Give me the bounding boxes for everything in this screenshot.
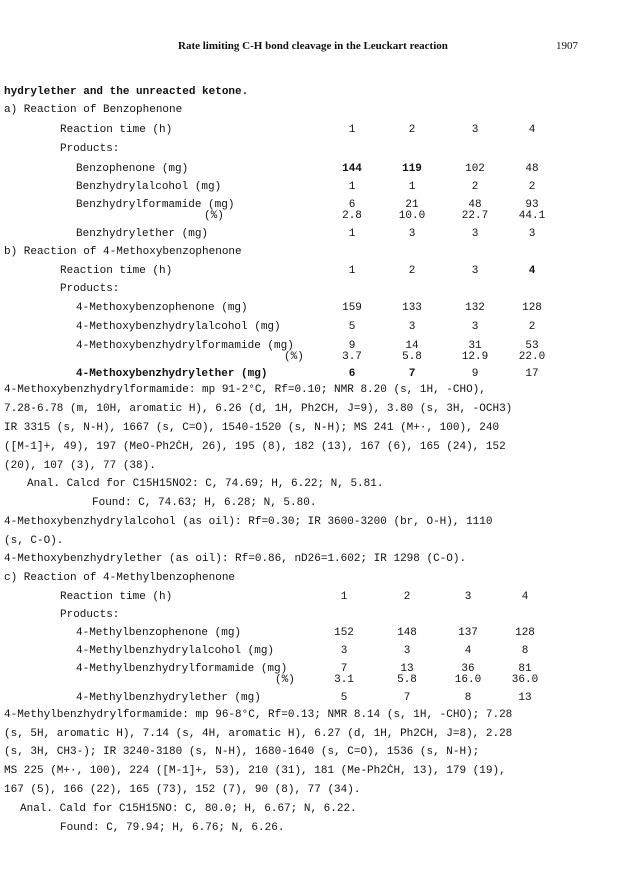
page-number: 1907: [556, 40, 578, 52]
section-a-cell: 1: [408, 181, 416, 193]
section-b-time: 2: [408, 265, 416, 277]
section-c-time: 2: [403, 591, 411, 603]
section-c-row-label: (%): [275, 674, 295, 686]
section-b-cell: 3: [408, 321, 416, 333]
section-b-cell: 133: [402, 302, 422, 314]
section-a-cell: 48: [468, 199, 482, 211]
section-c-row-label: 4-Methylbenzhydrylether (mg): [76, 692, 261, 704]
section-b-cell: 5: [348, 321, 356, 333]
section-b-cell: 6: [348, 368, 356, 380]
section-b-cell: 17: [525, 368, 539, 380]
section-c-cell: 13: [518, 692, 532, 704]
section-c-cell: 36.0: [511, 674, 539, 686]
section-a-heading: a) Reaction of Benzophenone: [4, 104, 183, 116]
running-title: Rate limiting C-H bond cleavage in the Leuckart reaction: [178, 40, 448, 52]
section-a-cell: 119: [402, 163, 422, 175]
section-a-time: 4: [528, 124, 536, 136]
section-a-cell: 1: [348, 228, 356, 240]
compound-data-line: ([M-1]+, 49), 197 (MeO-Ph2ĊH, 26), 195 (8), 182 (13), 167 (6), 165 (24), 152: [4, 441, 506, 453]
section-c-cell: 36: [461, 663, 475, 675]
compound-data-line: (20), 107 (3), 77 (38).: [4, 460, 156, 472]
section-a-row-label: (%): [204, 210, 224, 222]
section-b-time: 3: [471, 265, 479, 277]
section-c-time: 4: [521, 591, 529, 603]
section-c-cell: 81: [518, 663, 532, 675]
section-b-cell: 128: [522, 302, 542, 314]
section-b-cell: 22.0: [518, 351, 546, 363]
section-a-cell: 44.1: [518, 210, 546, 222]
section-b-heading: b) Reaction of 4-Methoxybenzophenone: [4, 246, 242, 258]
section-c-cell: 5: [340, 692, 348, 704]
section-c-heading: c) Reaction of 4-Methylbenzophenone: [4, 572, 236, 584]
compound-data-line: 4-Methoxybenzhydrylformamide: mp 91-2°C, Rf=0.10; NMR 8.20 (s, 1H, -CHO),: [4, 384, 486, 396]
section-b-cell: 5.8: [402, 351, 422, 363]
section-c-cell: 8: [521, 645, 529, 657]
section-a-products-label: Products:: [60, 143, 120, 155]
section-b-cell: 53: [525, 340, 539, 352]
section-c-cell: 137: [458, 627, 478, 639]
section-c-time: 3: [464, 591, 472, 603]
section-c-cell: 3.1: [334, 674, 354, 686]
section-a-cell: 22.7: [461, 210, 489, 222]
section-c-cell: 148: [397, 627, 417, 639]
section-c-cell: 128: [515, 627, 535, 639]
section-b-products-label: Products:: [60, 283, 120, 295]
section-c-cell: 16.0: [454, 674, 482, 686]
section-a-cell: 144: [342, 163, 362, 175]
section-b-cell: 9: [348, 340, 356, 352]
compound-data-line: 4-Methoxybenzhydrylalcohol (as oil): Rf=0.30; IR 3600-3200 (br, O-H), 1110: [4, 516, 493, 528]
section-b-cell: 12.9: [461, 351, 489, 363]
section-a-row-label: Benzophenone (mg): [76, 163, 189, 175]
section-a-cell: 2: [528, 181, 536, 193]
section-b-cell: 3: [471, 321, 479, 333]
section-a-time-label: Reaction time (h): [60, 124, 173, 136]
anal-calcd-line: Anal. Cald for C15H15NO: C, 80.0; H, 6.67; N, 6.22.: [20, 803, 357, 815]
intro-line: hydrylether and the unreacted ketone.: [4, 86, 249, 98]
section-c-row-label: 4-Methylbenzhydrylalcohol (mg): [76, 645, 275, 657]
section-a-cell: 102: [465, 163, 485, 175]
compound-data-line: (s, 3H, CH3-); IR 3240-3180 (s, N-H), 1680-1640 (s, C=O), 1536 (s, N-H);: [4, 746, 480, 758]
compound-data-line: 4-Methoxybenzhydrylether (as oil): Rf=0.86, nD26=1.602; IR 1298 (C-O).: [4, 553, 467, 565]
section-c-cell: 3: [340, 645, 348, 657]
section-b-row-label: 4-Methoxybenzhydrylether (mg): [76, 368, 268, 380]
section-a-cell: 3: [471, 228, 479, 240]
section-c-cell: 13: [400, 663, 414, 675]
section-b-row-label: 4-Methoxybenzhydrylformamide (mg): [76, 340, 294, 352]
section-b-cell: 7: [408, 368, 416, 380]
section-a-cell: 93: [525, 199, 539, 211]
section-c-cell: 7: [340, 663, 348, 675]
compound-data-line: 4-Methylbenzhydrylformamide: mp 96-8°C, Rf=0.13; NMR 8.14 (s, 1H, -CHO); 7.28: [4, 709, 513, 721]
section-c-cell: 7: [403, 692, 411, 704]
section-b-cell: 14: [405, 340, 419, 352]
section-c-time-label: Reaction time (h): [60, 591, 173, 603]
compound-data-line: (s, 5H, aromatic H), 7.14 (s, 4H, aromatic H), 6.27 (d, 1H, Ph2CH, J=8), 2.28: [4, 728, 513, 740]
anal-calcd-line: Anal. Calcd for C15H15NO2: C, 74.69; H, 6.22; N, 5.81.: [27, 478, 384, 490]
section-a-row-label: Benzhydrylether (mg): [76, 228, 209, 240]
section-a-row-label: Benzhydrylalcohol (mg): [76, 181, 222, 193]
anal-found-line: Found: C, 79.94; H, 6.76; N, 6.26.: [60, 822, 285, 834]
section-c-products-label: Products:: [60, 609, 120, 621]
section-a-time: 2: [408, 124, 416, 136]
compound-data-line: 7.28-6.78 (m, 10H, aromatic H), 6.26 (d, 1H, Ph2CH, J=9), 3.80 (s, 3H, -OCH3): [4, 403, 513, 415]
section-b-cell: 132: [465, 302, 485, 314]
section-b-row-label: 4-Methoxybenzhydrylalcohol (mg): [76, 321, 281, 333]
section-b-time: 4: [528, 265, 536, 277]
section-b-cell: 159: [342, 302, 362, 314]
section-a-time: 1: [348, 124, 356, 136]
section-c-row-label: 4-Methylbenzhydrylformamide (mg): [76, 663, 288, 675]
section-a-cell: 21: [405, 199, 419, 211]
section-b-cell: 31: [468, 340, 482, 352]
section-c-cell: 3: [403, 645, 411, 657]
section-b-time-label: Reaction time (h): [60, 265, 173, 277]
compound-data-line: IR 3315 (s, N-H), 1667 (s, C=O), 1540-1520 (s, N-H); MS 241 (M+·, 100), 240: [4, 422, 500, 434]
compound-data-line: (s, C-O).: [4, 535, 64, 547]
section-b-cell: 2: [528, 321, 536, 333]
section-c-cell: 152: [334, 627, 354, 639]
section-c-row-label: 4-Methylbenzophenone (mg): [76, 627, 242, 639]
section-a-cell: 48: [525, 163, 539, 175]
section-b-time: 1: [348, 265, 356, 277]
compound-data-line: 167 (5), 166 (22), 165 (73), 152 (7), 90 (8), 77 (34).: [4, 784, 361, 796]
section-b-cell: 3.7: [342, 351, 362, 363]
section-c-time: 1: [340, 591, 348, 603]
section-a-time: 3: [471, 124, 479, 136]
section-b-row-label: (%): [284, 351, 304, 363]
section-c-cell: 4: [464, 645, 472, 657]
anal-found-line: Found: C, 74.63; H, 6.28; N, 5.80.: [92, 497, 317, 509]
section-a-cell: 6: [348, 199, 356, 211]
section-a-cell: 2.8: [342, 210, 362, 222]
section-a-cell: 1: [348, 181, 356, 193]
section-a-cell: 3: [528, 228, 536, 240]
section-c-cell: 5.8: [397, 674, 417, 686]
section-b-cell: 9: [471, 368, 479, 380]
section-c-cell: 8: [464, 692, 472, 704]
section-a-cell: 2: [471, 181, 479, 193]
section-a-cell: 10.0: [398, 210, 426, 222]
section-a-row-label: Benzhydrylformamide (mg): [76, 199, 235, 211]
compound-data-line: MS 225 (M+·, 100), 224 ([M-1]+, 53), 210 (31), 181 (Me-Ph2ĊH, 13), 179 (19),: [4, 765, 506, 777]
section-b-row-label: 4-Methoxybenzophenone (mg): [76, 302, 248, 314]
section-a-cell: 3: [408, 228, 416, 240]
